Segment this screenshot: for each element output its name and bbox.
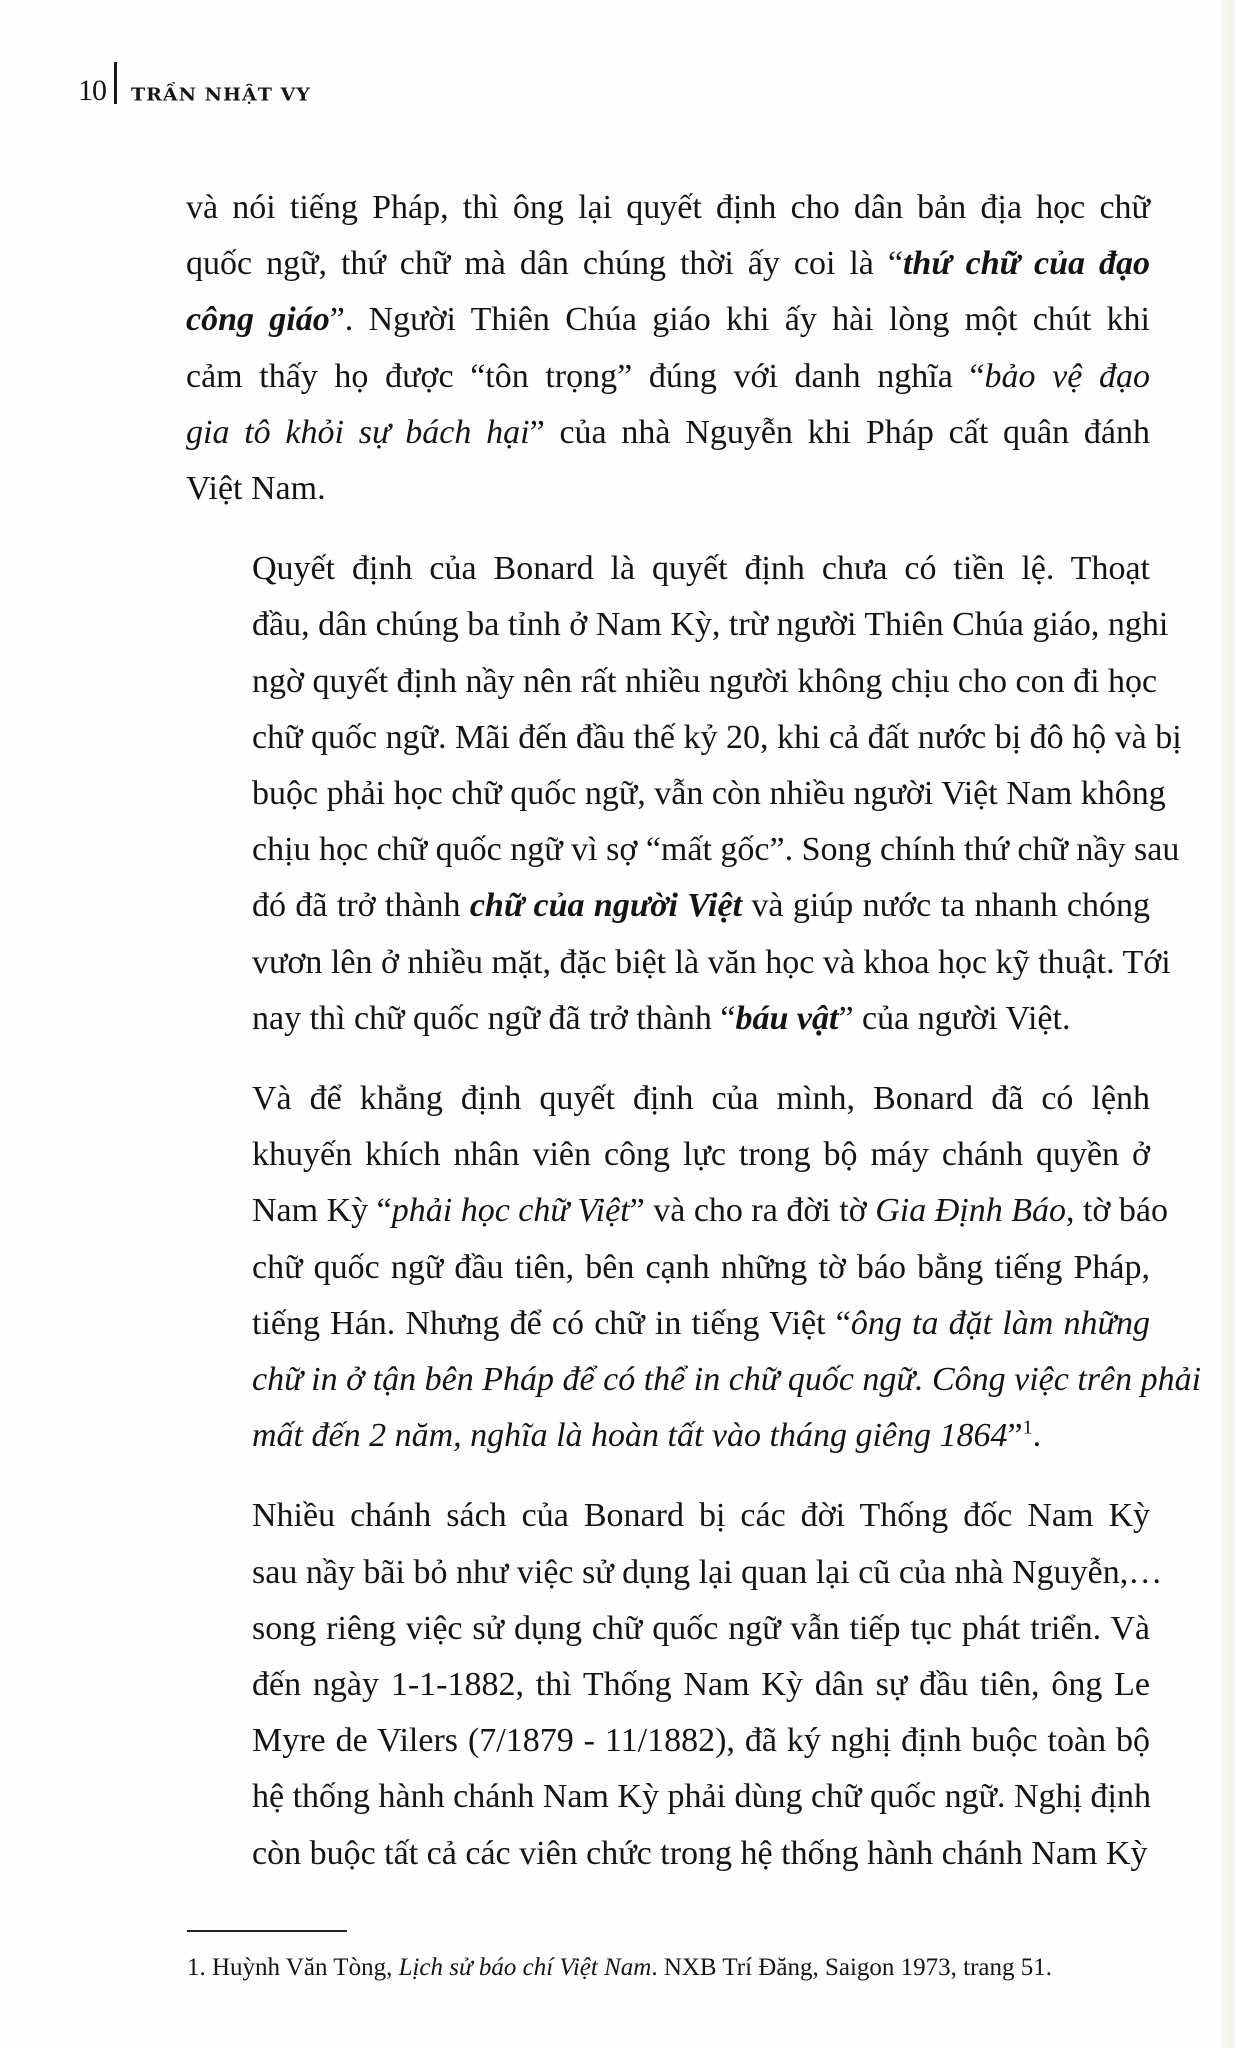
text-line — [186, 1408, 1150, 1464]
text-line — [186, 1296, 1150, 1352]
text-line — [186, 1488, 1150, 1544]
text-line — [186, 236, 1150, 292]
text-run: Và để khẳng định quyết định của mình, Bonard đã có lệnh — [252, 1080, 1150, 1118]
text-run: hệ thống hành chánh Nam Kỳ phải dùng chữ quốc ngữ. Nghị định — [252, 1778, 1151, 1816]
text-run: Gia Định Báo — [875, 1192, 1066, 1230]
footnote-author: Huỳnh Văn Tòng, — [205, 1954, 399, 1981]
text-run: ” của người Việt. — [838, 999, 1071, 1037]
paragraph — [186, 1488, 1163, 1881]
header-divider — [114, 62, 117, 104]
text-line — [186, 292, 1150, 348]
text-line — [186, 1127, 1150, 1183]
text-line — [186, 1352, 1202, 1408]
text-run: thứ chữ của đạo — [902, 245, 1150, 283]
text-run: bảo vệ đạo — [984, 357, 1150, 395]
text-line — [186, 349, 1150, 405]
footnote-title: Lịch sử báo chí Việt Nam — [398, 1954, 652, 1981]
text-line — [186, 935, 1171, 991]
text-run: Nam Kỳ “ — [252, 1192, 392, 1230]
text-run: ” — [1007, 1417, 1023, 1455]
text-line — [186, 766, 1166, 822]
text-run: phải học chữ Việt — [391, 1192, 630, 1230]
text-run: chữ in ở tận bên Pháp để có thể in chữ quốc ngữ. Công việc trên phải — [252, 1361, 1202, 1399]
text-line — [186, 405, 1150, 461]
text-line — [186, 1769, 1150, 1825]
text-run: đến ngày 1-1-1882, thì Thống Nam Kỳ dân sự đầu tiên, ông Le — [252, 1666, 1150, 1704]
body-text — [186, 180, 1202, 1906]
text-run: sau nầy bãi bỏ như việc sử dụng lại quan lại cũ của nhà Nguyễn,… — [252, 1553, 1163, 1591]
text-run: mất đến 2 năm, nghĩa là hoàn tất vào tháng giêng 1864 — [252, 1417, 1008, 1455]
text-run: Myre de Vilers (7/1879 - 11/1882), đã ký nghị định buộc toàn bộ — [252, 1722, 1150, 1760]
text-line — [186, 1601, 1150, 1657]
text-line — [186, 991, 1150, 1047]
text-line — [186, 1713, 1150, 1769]
text-run: ”. Người Thiên Chúa giáo khi ấy hài lòng một chút khi — [329, 301, 1150, 339]
text-run: ông ta đặt làm những — [850, 1304, 1151, 1342]
text-run: , tờ báo — [1065, 1192, 1169, 1230]
text-run: và giúp nước ta nhanh chóng — [742, 887, 1150, 925]
text-line — [186, 878, 1150, 934]
text-run: song riêng việc sử dụng chữ quốc ngữ vẫn tiếp tục phát triển. Và — [252, 1609, 1150, 1647]
text-line — [186, 597, 1169, 653]
text-run: báu vật — [735, 999, 839, 1037]
text-run: cảm thấy họ được “tôn trọng” đúng với danh nghĩa “ — [186, 357, 985, 395]
footnote-ref: 1 — [1022, 1416, 1033, 1439]
text-run: khuyến khích nhân viên công lực trong bộ máy chánh quyền ở — [252, 1136, 1150, 1174]
text-run: chữ quốc ngữ. Mãi đến đầu thế kỷ 20, khi cả đất nước bị đô hộ và bị — [252, 718, 1182, 756]
text-run: đó đã trở thành — [252, 887, 470, 925]
text-run: Nhiều chánh sách của Bonard bị các đời Thống đốc Nam Kỳ — [252, 1497, 1150, 1535]
text-run: chịu học chữ quốc ngữ vì sợ “mất gốc”. Song chính thứ chữ nầy sau — [252, 831, 1180, 869]
paragraph — [186, 541, 1182, 1047]
paragraph — [186, 180, 1150, 517]
text-run: quốc ngữ, thứ chữ mà dân chúng thời ấy coi là “ — [186, 245, 903, 283]
text-run: chữ quốc ngữ đầu tiên, bên cạnh những tờ báo bằng tiếng Pháp, — [252, 1248, 1150, 1286]
running-header — [78, 62, 311, 106]
author-name: TRẦN NHẬT VY — [131, 84, 311, 106]
text-run: đầu, dân chúng ba tỉnh ở Nam Kỳ, trừ người Thiên Chúa giáo, nghi — [252, 606, 1169, 644]
text-run: tiếng Hán. Nhưng để có chữ in tiếng Việt “ — [252, 1304, 851, 1342]
text-run: ” và cho ra đời tờ — [629, 1192, 876, 1230]
text-line — [186, 1545, 1163, 1601]
text-run: và nói tiếng Pháp, thì ông lại quyết định cho dân bản địa học chữ — [186, 189, 1150, 226]
text-run: Việt Nam. — [186, 470, 326, 508]
text-line — [186, 1240, 1150, 1296]
text-run: Quyết định của Bonard là quyết định chưa có tiền lệ. Thoạt — [252, 550, 1150, 588]
text-line — [186, 1826, 1150, 1882]
text-line — [186, 180, 1150, 236]
text-line — [186, 822, 1180, 878]
text-line — [186, 1071, 1150, 1127]
text-run: vươn lên ở nhiều mặt, đặc biệt là văn học và khoa học kỹ thuật. Tới — [252, 943, 1171, 981]
text-run: ngờ quyết định nầy nên rất nhiều người không chịu cho con đi học — [252, 662, 1158, 700]
text-run: còn buộc tất cả các viên chức trong hệ thống hành chánh Nam Kỳ — [252, 1834, 1148, 1872]
text-line — [186, 654, 1158, 710]
paragraph — [186, 1071, 1202, 1464]
text-run: chữ của người Việt — [469, 887, 743, 925]
footnote-publication: . NXB Trí Đăng, Saigon 1973, trang 51. — [651, 1954, 1053, 1981]
text-line — [186, 461, 1150, 517]
footnote-number: 1. — [187, 1954, 206, 1981]
text-line — [186, 1657, 1150, 1713]
text-run: gia tô khỏi sự bách hại — [186, 413, 530, 451]
text-line — [186, 541, 1150, 597]
text-run: buộc phải học chữ quốc ngữ, vẫn còn nhiều người Việt Nam không — [252, 775, 1166, 813]
text-run: . — [1032, 1417, 1042, 1455]
text-run: công giáo — [186, 301, 330, 339]
page-number: 10 — [78, 74, 106, 107]
text-run: nay thì chữ quốc ngữ đã trở thành “ — [252, 999, 736, 1037]
footnote — [187, 1952, 1147, 1984]
text-run: ” của nhà Nguyễn khi Pháp cất quân đánh — [529, 413, 1151, 451]
text-line — [186, 1183, 1169, 1239]
page-edge-strip — [1221, 0, 1235, 2048]
footnote-rule — [187, 1930, 347, 1932]
text-line — [186, 710, 1182, 766]
